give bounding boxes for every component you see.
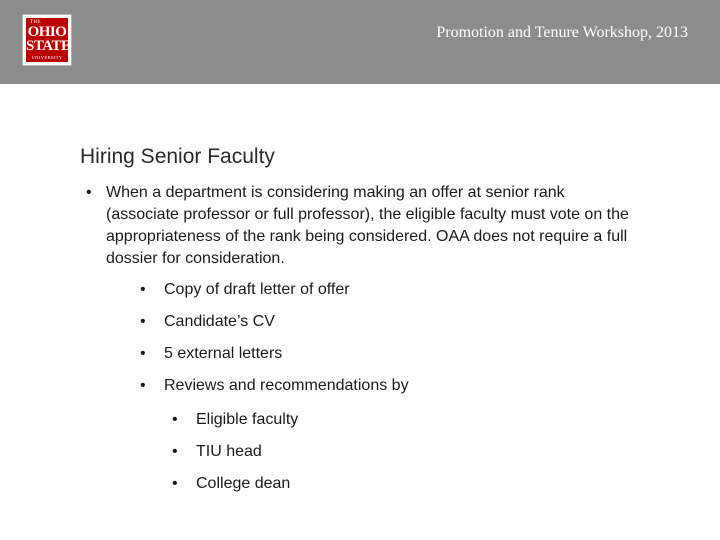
sub-bullet-text: Reviews and recommendations by: [164, 377, 409, 394]
bullet-marker: •: [140, 281, 146, 298]
slide-title: Hiring Senior Faculty: [80, 145, 275, 168]
header-bar: [0, 0, 720, 84]
header-title: Promotion and Tenure Workshop, 2013: [436, 24, 688, 41]
logo-bottom-text: UNIVERSITY: [31, 55, 63, 60]
sub-bullet-text: Candidate’s CV: [164, 313, 275, 330]
sub-bullet-text: 5 external letters: [164, 345, 283, 362]
logo-line2: STATE: [26, 38, 71, 54]
ohio-state-logo: [22, 14, 72, 66]
bullet-marker: •: [172, 443, 178, 460]
bullet-marker: •: [86, 184, 92, 201]
logo-line1: OHIO: [27, 24, 67, 40]
logo-block: [26, 18, 71, 62]
logo-top-text: THE: [30, 20, 42, 25]
sub-sub-bullet-text: TIU head: [196, 443, 262, 460]
bullet-marker: •: [140, 345, 146, 362]
bullet-marker: •: [140, 377, 146, 394]
bullet-marker: •: [172, 475, 178, 492]
sub-bullet-text: Copy of draft letter of offer: [164, 281, 350, 298]
bullet-marker: •: [172, 411, 178, 428]
bullet-marker: •: [140, 313, 146, 330]
sub-sub-bullet-text: Eligible faculty: [196, 411, 299, 428]
sub-sub-bullet-text: College dean: [196, 475, 291, 492]
main-bullet-text: When a department is considering making an offer at senior rank (associate professor or full professor), the eligible faculty must vote on the appropriateness of the rank being considered. OAA does not require a full dossier for consideration.: [106, 184, 629, 267]
